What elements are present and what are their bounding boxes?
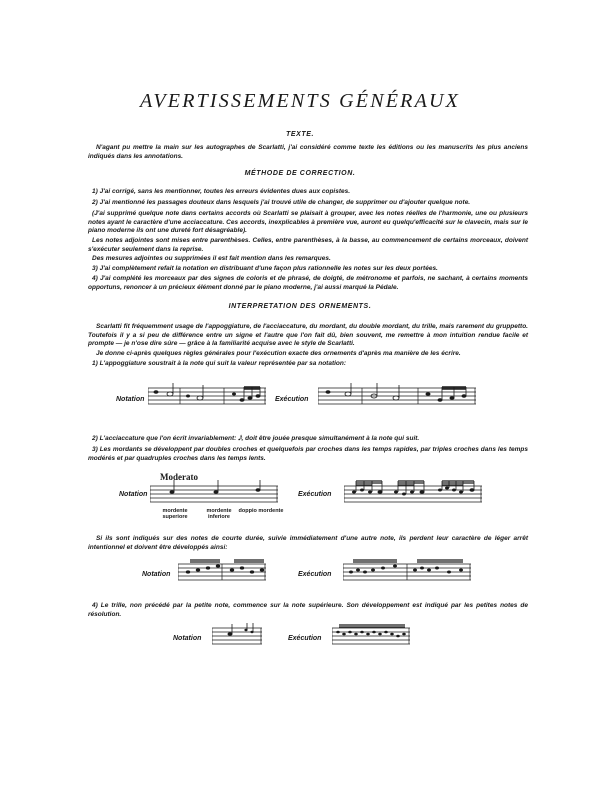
ornements-rule-2: 2) L'acciaccature que l'on écrit invariablement: 𝅘𝅥𝅮, doit être jouée presque simultanément à la note qui suit. <box>92 435 420 442</box>
mordent-label-inferiore: mordente inferiore <box>206 508 232 520</box>
execution-label-3: Exécution <box>298 571 332 578</box>
staff-appoggiature-execution <box>318 382 478 410</box>
ornements-rule-3: 3) Les mordants se développent par doubles croches et quelquefois par croches dans les temps rapides, par triples croches dans les temps modérés et par quadruples croches dans les temps lents. <box>88 446 528 462</box>
methode-item-parentheses: Les notes adjointes sont mises entre parenthèses. Celles, entre parenthèses, à la basse, au commencement de certains morceaux, doivent s'exécuter seulement dans la reprise. <box>88 237 528 253</box>
execution-label-2: Exécution <box>298 491 332 498</box>
section-heading-methode: MÉTHODE DE CORRECTION. <box>244 170 356 177</box>
methode-item-3: 3) J'ai complètement refait la notation en distribuant d'une façon plus rationnelle les notes sur les deux portées. <box>92 265 438 272</box>
notation-label-2: Notation <box>119 491 148 498</box>
execution-label-4: Exécution <box>288 635 322 642</box>
staff-mordents-notation <box>150 480 280 508</box>
ornements-rule-3b: Si ils sont indiqués sur des notes de courte durée, suivie immédiatement d'une autre note, ils perdent leur caractère de léger arrêt intentionnel et doivent être développés ainsi: <box>88 535 528 551</box>
ornements-intro-2: Je donne ci-après quelques règles générales pour l'exécution exacte des ornements d'après ma manière de les écrire. <box>96 350 461 357</box>
methode-item-mesures: Des mesures adjointes ou supprimées il est fait mention dans les remarques. <box>92 255 331 262</box>
texte-paragraph: N'agant pu mettre la main sur les autographes de Scarlatti, j'ai considéré comme texte les éditions ou les manuscrits les plus anciens indiqués dans les annotations. <box>88 144 528 160</box>
staff-appoggiature-notation <box>148 382 268 410</box>
ornements-rule-1: 1) L'appoggiature soustrait à la note qui suit la valeur représentée par sa notation: <box>92 360 347 367</box>
notation-label-3: Notation <box>142 571 171 578</box>
staff-trill-notation <box>212 622 264 650</box>
staff-short-mordent-execution <box>343 558 473 586</box>
notation-label-1: Notation <box>116 396 145 403</box>
section-heading-ornements: INTERPRETATION DES ORNEMENTS. <box>228 303 372 310</box>
staff-mordents-execution <box>344 480 484 508</box>
methode-item-4: 4) J'ai complété les morceaux par des signes de coloris et de phrasé, de doigté, de métronome et parfois, ne sachant, à certains moments opportuns, renoncer à un précieux élément donné par le piano moderne, j'ai aussi marqué la Pédale. <box>88 275 528 291</box>
mordent-label-doppio: doppio mordente <box>238 508 284 514</box>
methode-item-2: 2) J'ai mentionné les passages douteux dans lesquels j'ai trouvé utile de changer, de supprimer ou d'ajouter quelque note. <box>92 199 471 206</box>
ornements-rule-4: 4) Le trille, non précédé par la petite note, commence sur la note supérieure. Son développement est indiqué par les petites notes de résolution. <box>88 602 528 618</box>
tempo-marking: Moderato <box>160 472 198 482</box>
mordent-label-superiore: mordente superiore <box>162 508 188 520</box>
execution-label-1: Exécution <box>275 396 309 403</box>
page-title: AVERTISSEMENTS GÉNÉRAUX <box>139 90 461 112</box>
methode-item-note: (J'ai supprimé quelque note dans certains accords où Scarlatti se plaisait à grouper, avec les notes réelles de l'harmonie, une ou plusieurs notes ayant le caractère d'une acciaccature. Ces accords, inexplicables à première vue, auront eu quelqu'efficacité sur le clavecin, mais sur le piano moderne ils ont une dureté fort désagréable). <box>88 210 528 235</box>
notation-label-4: Notation <box>173 635 202 642</box>
section-heading-texte: TEXTE. <box>285 131 315 138</box>
ornements-intro-1: Scarlatti fit fréquemment usage de l'appoggiature, de l'acciaccature, du mordant, du double mordant, du trille, mais rarement du gruppetto. Toutefois il y a si peu de différence entre un signe et l'autre que l'on fait dû, bien souvent, me remettre à mon intuition rendue facile et prompte — je n'ose dire sûre — grâce à la familiarité acquise avec le style de Scarlatti. <box>88 323 528 348</box>
methode-item-1: 1) J'ai corrigé, sans les mentionner, toutes les erreurs évidentes dues aux copistes. <box>92 188 351 195</box>
staff-trill-execution <box>332 622 412 650</box>
staff-short-mordent-notation <box>178 558 268 586</box>
